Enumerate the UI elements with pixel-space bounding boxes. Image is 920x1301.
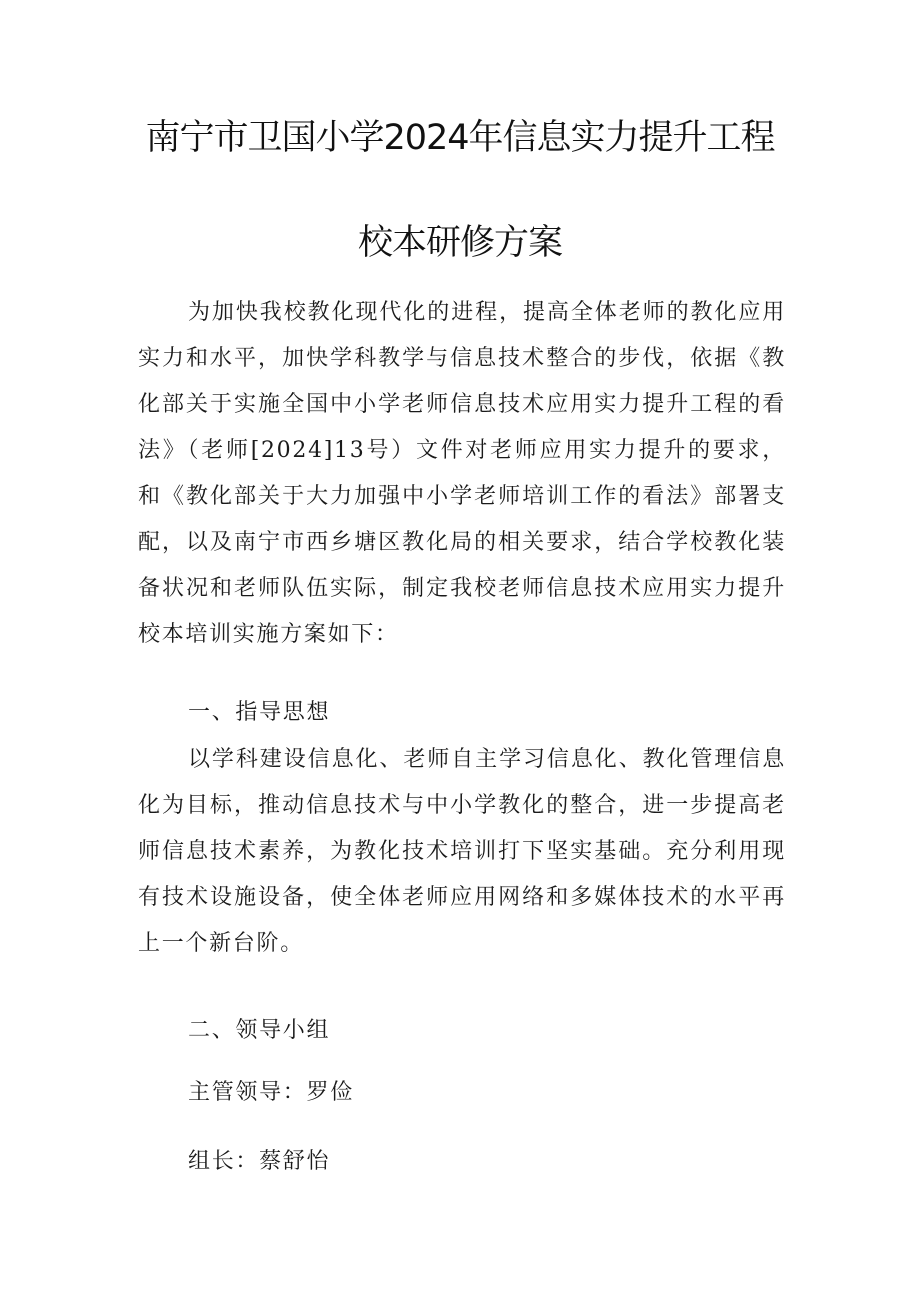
section-heading-leadership-group (138, 1008, 786, 1054)
document-title-line-1: 南宁市卫国小学2024年信息实力提升工程 (145, 118, 775, 158)
section-heading-guiding-ideology (138, 690, 786, 736)
member-name: 罗俭 (306, 1080, 354, 1105)
member-role-label: 主管领导： (188, 1080, 307, 1105)
intro-paragraph: 为加快我校教化现代化的进程，提高全体老师的教化应用实力和水平，加快学科教学与信息技术整合的步伐，依据《教化部关于实施全国中小学老师信息技术应用实力提升工程的看法》（老师[2024]13号）文件对老师应用实力提升的要求，和《教化部关于大力加强中小学老师培训工作的看法》部署支配，以及南宁市西乡塘区教化局的相关要求，结合学校教化装备状况和老师队伍实际，制定我校老师信息技术应用实力提升校本培训实施方案如下： (138, 300, 786, 647)
leadership-member-row (138, 1139, 786, 1185)
intro-section (138, 290, 786, 658)
section-heading: 二、领导小组 (188, 1018, 331, 1043)
document-title-line-2: 校本研修方案 (357, 223, 562, 263)
guiding-ideology-section (138, 737, 786, 967)
member-role-label: 组长： (188, 1149, 260, 1174)
section-heading: 一、指导思想 (188, 700, 331, 725)
leadership-member-row (138, 1070, 786, 1116)
member-name: 蔡舒怡 (259, 1149, 331, 1174)
guiding-ideology-paragraph: 以学科建设信息化、老师自主学习信息化、教化管理信息化为目标，推动信息技术与中小学教化的整合，进一步提高老师信息技术素养，为教化技术培训打下坚实基础。充分利用现有技术设施设备，使全体老师应用网络和多媒体技术的水平再上一个新台阶。 (138, 747, 786, 956)
